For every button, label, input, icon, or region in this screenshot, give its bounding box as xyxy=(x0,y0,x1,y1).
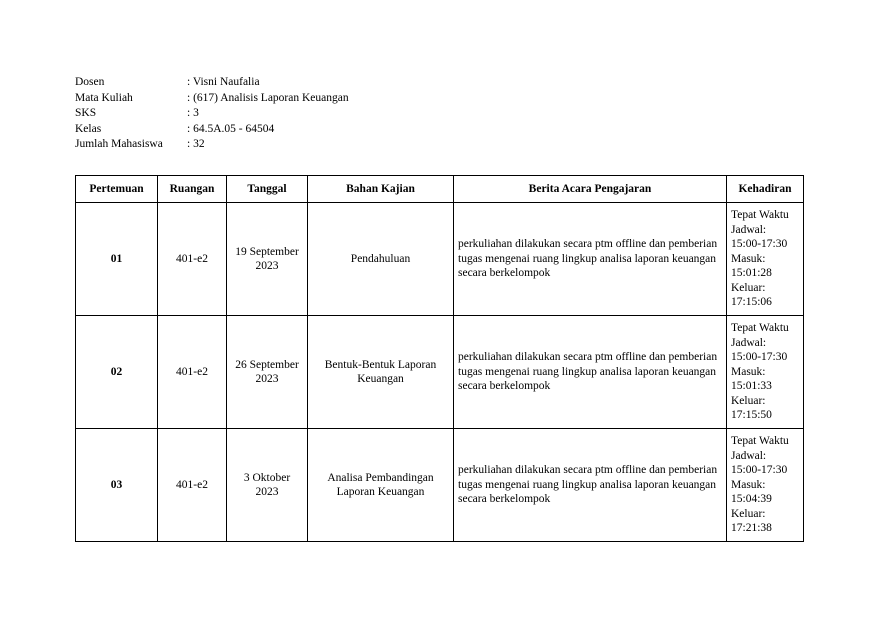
info-row-mata-kuliah xyxy=(75,91,349,107)
info-label: Mata Kuliah xyxy=(75,91,133,104)
attendance-schedule: Jadwal: 15:00-17:30 xyxy=(731,336,788,364)
info-label: Jumlah Mahasiswa xyxy=(75,138,163,150)
cell-berita-acara: perkuliahan dilakukan secara ptm offline dan pemberian tugas mengenai ruang lingkup analisa laporan keuangan secara berkelompok xyxy=(454,316,727,429)
header-bahan-kajian: Bahan Kajian xyxy=(308,176,454,203)
attendance-out: Keluar: 17:15:50 xyxy=(731,394,772,422)
info-label: Kelas xyxy=(75,122,102,135)
table-row xyxy=(76,203,804,316)
info-row-sks xyxy=(75,106,349,122)
attendance-out: Keluar: 17:21:38 xyxy=(731,507,772,535)
cell-pertemuan: 03 xyxy=(76,429,158,542)
attendance-status: Tepat Waktu xyxy=(731,209,789,222)
attendance-in: Masuk: 15:04:39 xyxy=(731,478,772,506)
cell-berita-acara: perkuliahan dilakukan secara ptm offline dan pemberian tugas mengenai ruang lingkup analisa laporan keuangan secara berkelompok xyxy=(454,203,727,316)
attendance-in: Masuk: 15:01:33 xyxy=(731,365,772,393)
info-label: Dosen xyxy=(75,76,105,88)
attendance-in: Masuk: 15:01:28 xyxy=(731,252,772,280)
attendance-status: Tepat Waktu xyxy=(731,435,789,448)
attendance-schedule: Jadwal: 15:00-17:30 xyxy=(731,223,788,251)
info-label: SKS xyxy=(75,107,97,119)
cell-kehadiran xyxy=(727,203,804,316)
info-value: : Visni Naufalia xyxy=(187,76,260,88)
cell-berita-acara: perkuliahan dilakukan secara ptm offline dan pemberian tugas mengenai ruang lingkup analisa laporan keuangan secara berkelompok xyxy=(454,429,727,542)
cell-bahan-kajian: Pendahuluan xyxy=(308,203,454,316)
cell-bahan-kajian: Bentuk-Bentuk Laporan Keuangan xyxy=(308,316,454,429)
header-tanggal: Tanggal xyxy=(227,176,308,203)
cell-ruangan: 401-e2 xyxy=(158,203,227,316)
attendance-schedule: Jadwal: 15:00-17:30 xyxy=(731,449,788,477)
header-ruangan: Ruangan xyxy=(158,176,227,203)
info-value: : (617) Analisis Laporan Keuangan xyxy=(187,91,349,104)
cell-bahan-kajian: Analisa Pembandingan Laporan Keuangan xyxy=(308,429,454,542)
cell-pertemuan: 01 xyxy=(76,203,158,316)
info-row-jumlah-mahasiswa xyxy=(75,137,349,153)
info-row-kelas xyxy=(75,122,349,138)
course-info xyxy=(75,75,349,153)
cell-pertemuan: 02 xyxy=(76,316,158,429)
attendance-status: Tepat Waktu xyxy=(731,322,789,335)
cell-tanggal: 19 September 2023 xyxy=(227,203,308,316)
info-value: : 32 xyxy=(187,138,205,150)
attendance-out: Keluar: 17:15:06 xyxy=(731,281,772,309)
table-header-row xyxy=(76,176,804,203)
cell-ruangan: 401-e2 xyxy=(158,429,227,542)
cell-tanggal: 26 September 2023 xyxy=(227,316,308,429)
table-row xyxy=(76,429,804,542)
cell-kehadiran xyxy=(727,429,804,542)
attendance-table xyxy=(75,175,804,542)
info-value: : 3 xyxy=(187,107,199,119)
info-value: : 64.5A.05 - 64504 xyxy=(187,122,275,135)
cell-kehadiran xyxy=(727,316,804,429)
info-row-dosen xyxy=(75,75,349,91)
cell-ruangan: 401-e2 xyxy=(158,316,227,429)
cell-tanggal: 3 Oktober 2023 xyxy=(227,429,308,542)
table-row xyxy=(76,316,804,429)
header-pertemuan: Pertemuan xyxy=(76,176,158,203)
header-berita-acara: Berita Acara Pengajaran xyxy=(454,176,727,203)
header-kehadiran: Kehadiran xyxy=(727,176,804,203)
